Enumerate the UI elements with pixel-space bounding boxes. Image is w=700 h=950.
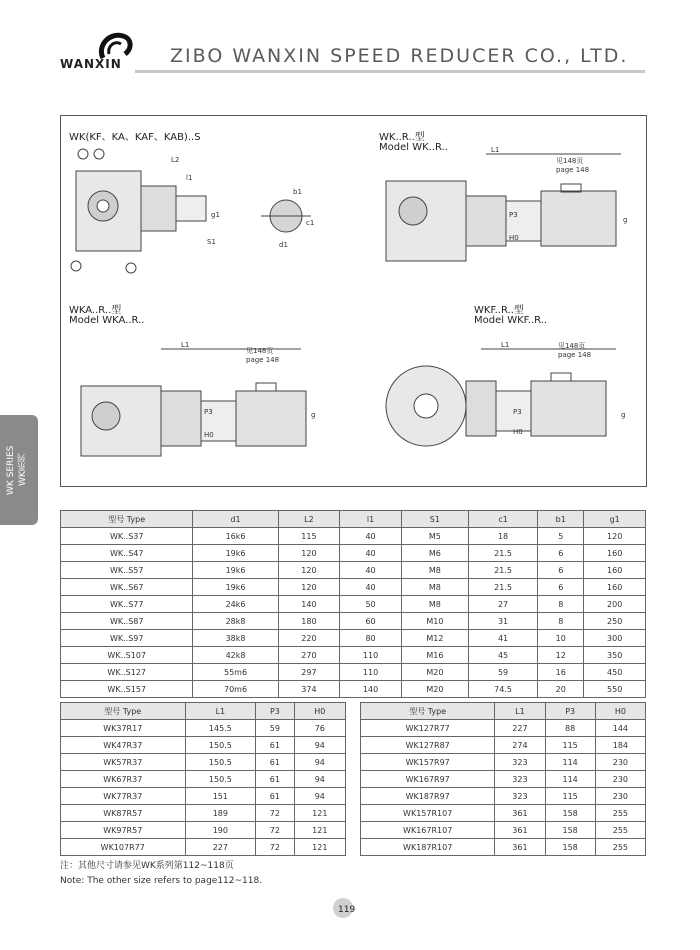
drawing1-dim-b1: b1 (293, 188, 302, 196)
table-row (361, 737, 646, 754)
table-cell: 140 (278, 596, 340, 613)
table-cell: 10 (538, 630, 584, 647)
table-cell: 94 (294, 737, 345, 754)
side-tab-line1: WK SERIES (6, 445, 16, 495)
table-cell: 40 (340, 528, 402, 545)
table-cell: 8 (538, 613, 584, 630)
drawing1-dim-L2: L2 (171, 156, 180, 164)
table-cell: 230 (595, 754, 645, 771)
table-cell: 361 (495, 805, 545, 822)
table-row (61, 562, 646, 579)
table-cell: 270 (278, 647, 340, 664)
table-cell: 61 (256, 788, 294, 805)
table3-header-P3: P3 (545, 703, 595, 720)
table-cell: 16k6 (193, 528, 278, 545)
table-cell: 140 (340, 681, 402, 698)
table-cell: 220 (278, 630, 340, 647)
table-cell: 115 (278, 528, 340, 545)
table-cell: 59 (256, 720, 294, 737)
table-cell: 121 (294, 805, 345, 822)
drawing1-dim-S1: S1 (207, 238, 216, 246)
table-cell: M8 (401, 579, 468, 596)
table-cell: 200 (584, 596, 646, 613)
table-cell: 21.5 (468, 579, 537, 596)
table-cell: WK..S127 (61, 664, 193, 681)
table-cell: 40 (340, 579, 402, 596)
table-cell: 550 (584, 681, 646, 698)
table-cell: 20 (538, 681, 584, 698)
table-cell: 150.5 (185, 771, 256, 788)
table-cell: 24k6 (193, 596, 278, 613)
table-cell: 374 (278, 681, 340, 698)
page-number: 119 (338, 905, 356, 915)
table2-header-row (61, 703, 346, 720)
table-row (361, 805, 646, 822)
table-cell: 227 (495, 720, 545, 737)
table1-header-c1: c1 (468, 511, 537, 528)
table-cell: 80 (340, 630, 402, 647)
table-cell: WK167R97 (361, 771, 495, 788)
table-cell: 88 (545, 720, 595, 737)
table2-header-H0: H0 (294, 703, 345, 720)
table-cell: M5 (401, 528, 468, 545)
table-cell: WK97R57 (61, 822, 186, 839)
table-cell: 120 (278, 562, 340, 579)
wk-r-table-right (360, 702, 646, 856)
table-cell: M20 (401, 681, 468, 698)
table-cell: M10 (401, 613, 468, 630)
table-cell: 115 (545, 788, 595, 805)
table-row (61, 681, 646, 698)
table-cell: 255 (595, 805, 645, 822)
table-cell: 450 (584, 664, 646, 681)
table1-header-S1: S1 (401, 511, 468, 528)
table-row (61, 720, 346, 737)
drawing1-dim-c1: c1 (306, 219, 315, 227)
table-cell: WK..S87 (61, 613, 193, 630)
drawing3-dim-H0: H0 (204, 431, 214, 439)
table-cell: 110 (340, 664, 402, 681)
table-cell: 297 (278, 664, 340, 681)
table-cell: 300 (584, 630, 646, 647)
table-cell: WK167R107 (361, 822, 495, 839)
table-cell: 114 (545, 754, 595, 771)
table-cell: 60 (340, 613, 402, 630)
table2-body (61, 720, 346, 856)
drawing4-page-ref-cn: 见148页 (558, 342, 586, 350)
table-cell: M8 (401, 562, 468, 579)
table1-header-d1: d1 (193, 511, 278, 528)
table-row (61, 579, 646, 596)
table-cell: 250 (584, 613, 646, 630)
table-cell: WK..S157 (61, 681, 193, 698)
wk-r-table-left (60, 702, 346, 856)
drawing4-dim-L1: L1 (501, 341, 510, 349)
table-cell: 274 (495, 737, 545, 754)
table-cell: 21.5 (468, 562, 537, 579)
table-cell: WK127R87 (361, 737, 495, 754)
table-row (61, 737, 346, 754)
table1-header-g1: g1 (584, 511, 646, 528)
table-cell: 38k8 (193, 630, 278, 647)
table-cell: 120 (278, 579, 340, 596)
table-cell: WK..S107 (61, 647, 193, 664)
table-cell: 121 (294, 839, 345, 856)
drawing3-title-cn: WKA..R..型 (69, 305, 122, 316)
table-cell: 12 (538, 647, 584, 664)
table1-header-l1: l1 (340, 511, 402, 528)
table-cell: 189 (185, 805, 256, 822)
table-cell: 40 (340, 545, 402, 562)
table1-header-L2: L2 (278, 511, 340, 528)
table-cell: 120 (584, 528, 646, 545)
drawing3-page-ref-en: page 148 (246, 356, 280, 364)
drawing3-title-en: Model WKA..R.. (69, 315, 145, 326)
table3-header-L1: L1 (495, 703, 545, 720)
table-cell: 110 (340, 647, 402, 664)
drawing2-dim-L1: L1 (491, 146, 500, 154)
table3-header-type: 型号 Type (361, 703, 495, 720)
table-cell: 190 (185, 822, 256, 839)
table-cell: M20 (401, 664, 468, 681)
table-cell: 150.5 (185, 737, 256, 754)
drawing3-dim-P3: P3 (204, 408, 213, 416)
table-cell: 158 (545, 805, 595, 822)
table-row (361, 822, 646, 839)
table-cell: WK157R107 (361, 805, 495, 822)
table-row (61, 596, 646, 613)
table-cell: WK157R97 (361, 754, 495, 771)
table-cell: 115 (545, 737, 595, 754)
table-cell: 121 (294, 822, 345, 839)
drawing1-dim-g1: g1 (211, 211, 220, 219)
table-cell: WK67R37 (61, 771, 186, 788)
table-row (361, 720, 646, 737)
table-cell: 144 (595, 720, 645, 737)
table-cell: 323 (495, 771, 545, 788)
drawing2-dim-P3: P3 (509, 211, 518, 219)
table-cell: 184 (595, 737, 645, 754)
table1-header-row (61, 511, 646, 528)
table-cell: 74.5 (468, 681, 537, 698)
table-cell: 72 (256, 839, 294, 856)
drawing2-page-ref-cn: 见148页 (556, 157, 584, 165)
table-cell: 6 (538, 579, 584, 596)
table-cell: M8 (401, 596, 468, 613)
table-row (61, 754, 346, 771)
table-cell: 323 (495, 754, 545, 771)
table-cell: 6 (538, 545, 584, 562)
logo-text: WANXIN (60, 57, 122, 71)
table-row (61, 839, 346, 856)
drawing3-dim-L1: L1 (181, 341, 190, 349)
table-cell: 94 (294, 771, 345, 788)
table-cell: M16 (401, 647, 468, 664)
table-cell: 6 (538, 562, 584, 579)
table-row (61, 788, 346, 805)
shaft-dimensions-table (60, 510, 646, 698)
table-cell: 145.5 (185, 720, 256, 737)
table-cell: 19k6 (193, 545, 278, 562)
table-cell: 255 (595, 839, 645, 856)
table-cell: WK37R17 (61, 720, 186, 737)
table1-header-type: 型号 Type (61, 511, 193, 528)
table-cell: 72 (256, 805, 294, 822)
table-cell: 19k6 (193, 562, 278, 579)
table-cell: 21.5 (468, 545, 537, 562)
drawing1-title: WK(KF、KA、KAF、KAB)..S (69, 132, 201, 143)
table-cell: WK57R37 (61, 754, 186, 771)
drawings-panel (60, 115, 647, 487)
drawing4-dim-g: g (621, 411, 626, 419)
table-cell: 42k8 (193, 647, 278, 664)
table-cell: 160 (584, 579, 646, 596)
table-cell: 76 (294, 720, 345, 737)
table-row (61, 771, 346, 788)
table-cell: 361 (495, 822, 545, 839)
table-cell: 114 (545, 771, 595, 788)
table-cell: 5 (538, 528, 584, 545)
table-cell: WK187R97 (361, 788, 495, 805)
table-cell: 55m6 (193, 664, 278, 681)
table-cell: 31 (468, 613, 537, 630)
table-cell: 61 (256, 771, 294, 788)
table-cell: 227 (185, 839, 256, 856)
table-cell: WK..S57 (61, 562, 193, 579)
drawing4-title-en: Model WKF..R.. (474, 315, 548, 326)
table-cell: 158 (545, 822, 595, 839)
table-cell: 255 (595, 822, 645, 839)
table-cell: WK..S67 (61, 579, 193, 596)
drawing3-page-ref-cn: 见148页 (246, 347, 274, 355)
table-cell: 158 (545, 839, 595, 856)
side-tab-line2: WK系列 (18, 453, 28, 487)
table-cell: 61 (256, 737, 294, 754)
header-divider (135, 70, 645, 73)
table1-header-b1: b1 (538, 511, 584, 528)
table-cell: 19k6 (193, 579, 278, 596)
table-cell: WK127R77 (361, 720, 495, 737)
table-cell: WK107R77 (61, 839, 186, 856)
drawing2-page-ref-en: page 148 (556, 166, 590, 174)
table-cell: 120 (278, 545, 340, 562)
page-header (0, 0, 700, 90)
table-cell: 28k8 (193, 613, 278, 630)
table-cell: 150.5 (185, 754, 256, 771)
drawing4-dim-P3: P3 (513, 408, 522, 416)
table-cell: 350 (584, 647, 646, 664)
table-cell: WK187R107 (361, 839, 495, 856)
drawing2-title-en: Model WK..R.. (379, 142, 448, 153)
table-row (61, 613, 646, 630)
table-cell: M6 (401, 545, 468, 562)
table-row (61, 805, 346, 822)
table-cell: WK..S77 (61, 596, 193, 613)
table-row (361, 788, 646, 805)
drawing2-title-cn: WK..R..型 (379, 132, 425, 143)
table-cell: 72 (256, 822, 294, 839)
table1-body (61, 528, 646, 698)
table-cell: M12 (401, 630, 468, 647)
table-row (361, 839, 646, 856)
drawing2-dim-H0: H0 (509, 234, 519, 242)
table-cell: 18 (468, 528, 537, 545)
drawing2-dim-g: g (623, 216, 628, 224)
table-cell: 180 (278, 613, 340, 630)
table-cell: 59 (468, 664, 537, 681)
table-cell: 41 (468, 630, 537, 647)
table-cell: 94 (294, 788, 345, 805)
table-cell: 61 (256, 754, 294, 771)
table-row (361, 771, 646, 788)
note-en: Note: The other size refers to page112~118. (60, 876, 263, 886)
table-cell: 361 (495, 839, 545, 856)
drawing3-dim-g: g (311, 411, 316, 419)
side-tab-label (5, 425, 33, 515)
table-cell: WK47R37 (61, 737, 186, 754)
table3-body (361, 720, 646, 856)
company-name: ZIBO WANXIN SPEED REDUCER CO., LTD. (170, 45, 629, 67)
table-cell: 160 (584, 562, 646, 579)
table2-header-L1: L1 (185, 703, 256, 720)
table-cell: 8 (538, 596, 584, 613)
table-cell: 151 (185, 788, 256, 805)
drawing1-dim-l1: l1 (186, 174, 193, 182)
table-row (61, 630, 646, 647)
table-cell: WK..S37 (61, 528, 193, 545)
table-cell: WK..S47 (61, 545, 193, 562)
table3-header-row (361, 703, 646, 720)
table-cell: 160 (584, 545, 646, 562)
table-cell: 16 (538, 664, 584, 681)
table-row (61, 664, 646, 681)
table-cell: 45 (468, 647, 537, 664)
table-cell: 40 (340, 562, 402, 579)
table-row (361, 754, 646, 771)
table-cell: 230 (595, 771, 645, 788)
drawing4-page-ref-en: page 148 (558, 351, 592, 359)
drawing4-title-cn: WKF..R..型 (474, 305, 524, 316)
table3-header-H0: H0 (595, 703, 645, 720)
drawing4-dim-H0: H0 (513, 428, 523, 436)
table-cell: 27 (468, 596, 537, 613)
table-row (61, 528, 646, 545)
table-cell: 230 (595, 788, 645, 805)
table-cell: WK77R37 (61, 788, 186, 805)
table2-header-P3: P3 (256, 703, 294, 720)
table-cell: 70m6 (193, 681, 278, 698)
note-cn: 注：其他尺寸请参见WK系列第112~118页 (60, 861, 234, 871)
table-cell: 323 (495, 788, 545, 805)
table-cell: WK87R57 (61, 805, 186, 822)
table-row (61, 822, 346, 839)
table-row (61, 545, 646, 562)
table-cell: WK..S97 (61, 630, 193, 647)
table-cell: 50 (340, 596, 402, 613)
table-cell: 94 (294, 754, 345, 771)
drawing1-dim-d1: d1 (279, 241, 288, 249)
table2-header-type: 型号 Type (61, 703, 186, 720)
table-row (61, 647, 646, 664)
